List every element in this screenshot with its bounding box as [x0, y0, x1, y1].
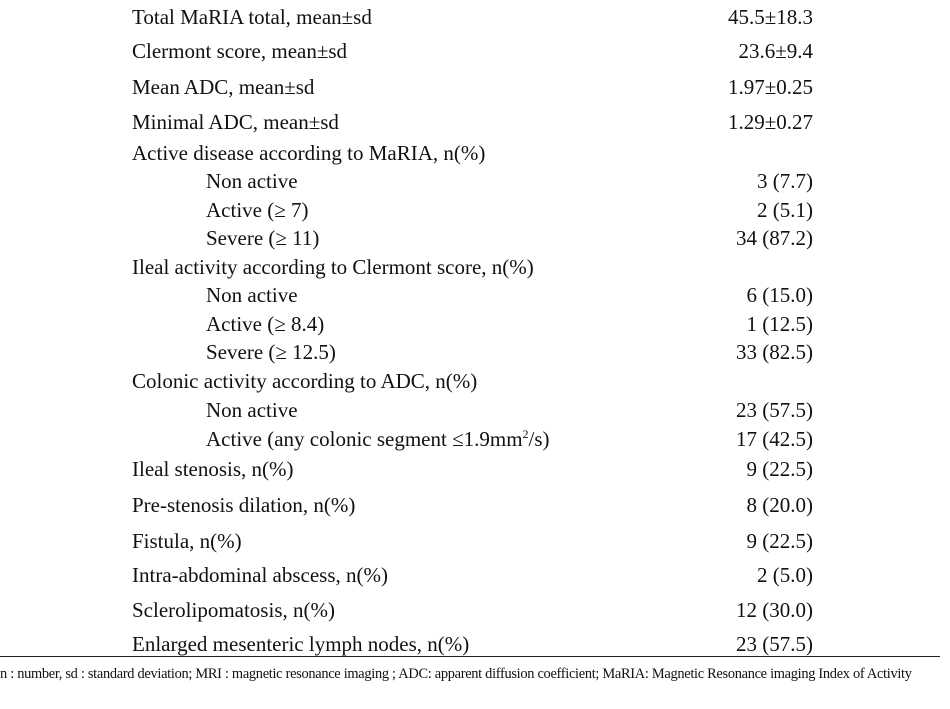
row-label: Total MaRIA total, mean±sd: [132, 5, 372, 29]
table-row: [0, 560, 950, 590]
row-label: Mean ADC, mean±sd: [132, 75, 315, 99]
row-label: Intra-abdominal abscess, n(%): [132, 563, 388, 587]
row-label: Active (≥ 8.4): [206, 312, 325, 336]
table-footnote: n : number, sd : standard deviation; MRI : magnetic resonance imaging ; ADC: apparent diffusion coefficient; MaRIA: Magnetic Resonance imaging Index of Activity: [0, 666, 912, 682]
row-value: 1.97±0.25: [727, 75, 813, 99]
table-row: [0, 2, 950, 32]
table-row: [0, 395, 950, 425]
row-label: Pre-stenosis dilation, n(%): [132, 493, 356, 517]
table-bottom-rule: [0, 656, 940, 657]
section-header-row: [0, 366, 950, 396]
row-label: Clermont score, mean±sd: [132, 39, 348, 63]
row-label: [206, 424, 550, 454]
row-value: 8 (20.0): [746, 493, 813, 517]
table-row: [0, 629, 950, 659]
row-value: 23 (57.5): [736, 632, 813, 656]
section-header-row: [0, 138, 950, 168]
table-row: [0, 309, 950, 339]
row-label: Fistula, n(%): [132, 529, 242, 553]
table-row: [0, 107, 950, 137]
row-label: Non active: [206, 169, 298, 193]
section-label: Active disease according to MaRIA, n(%): [132, 141, 486, 165]
row-value: 17 (42.5): [736, 427, 813, 451]
row-value: 9 (22.5): [746, 457, 813, 481]
table-row: [0, 223, 950, 253]
row-label: Sclerolipomatosis, n(%): [132, 598, 335, 622]
row-value: 23 (57.5): [736, 398, 813, 422]
table-row: [0, 36, 950, 66]
table-row: [0, 280, 950, 310]
row-value: 12 (30.0): [736, 598, 813, 622]
row-value: 34 (87.2): [736, 226, 813, 250]
row-value: 2 (5.1): [757, 198, 813, 222]
row-value: 6 (15.0): [746, 283, 813, 307]
table-row: [0, 454, 950, 484]
row-label: Non active: [206, 398, 298, 422]
section-header-row: [0, 252, 950, 282]
table-row: [0, 337, 950, 367]
row-value: 1 (12.5): [746, 312, 813, 336]
row-value: 33 (82.5): [736, 340, 813, 364]
row-label-text: Active (any colonic segment ≤1.9mm: [206, 427, 523, 451]
row-value: 9 (22.5): [746, 529, 813, 553]
table-row: [0, 195, 950, 225]
row-label: Enlarged mesenteric lymph nodes, n(%): [132, 632, 470, 656]
table-row: [0, 72, 950, 102]
section-label: Ileal activity according to Clermont score, n(%): [132, 255, 534, 279]
row-label-suffix: /s): [528, 427, 550, 451]
row-value: 2 (5.0): [757, 563, 813, 587]
row-value: 45.5±18.3: [727, 5, 813, 29]
row-value: 1.29±0.27: [727, 110, 813, 134]
row-label: Non active: [206, 283, 298, 307]
row-label: Minimal ADC, mean±sd: [132, 110, 339, 134]
row-label: Severe (≥ 12.5): [206, 340, 336, 364]
row-label: Active (≥ 7): [206, 198, 309, 222]
table-row: [0, 424, 950, 454]
section-label: Colonic activity according to ADC, n(%): [132, 369, 478, 393]
row-label: Ileal stenosis, n(%): [132, 457, 294, 481]
row-label: Severe (≥ 11): [206, 226, 320, 250]
table-row: [0, 595, 950, 625]
row-value: 23.6±9.4: [738, 39, 813, 63]
table-row: [0, 526, 950, 556]
table-row: [0, 490, 950, 520]
table-row: [0, 166, 950, 196]
row-value: 3 (7.7): [757, 169, 813, 193]
superscript: 2: [522, 427, 529, 441]
